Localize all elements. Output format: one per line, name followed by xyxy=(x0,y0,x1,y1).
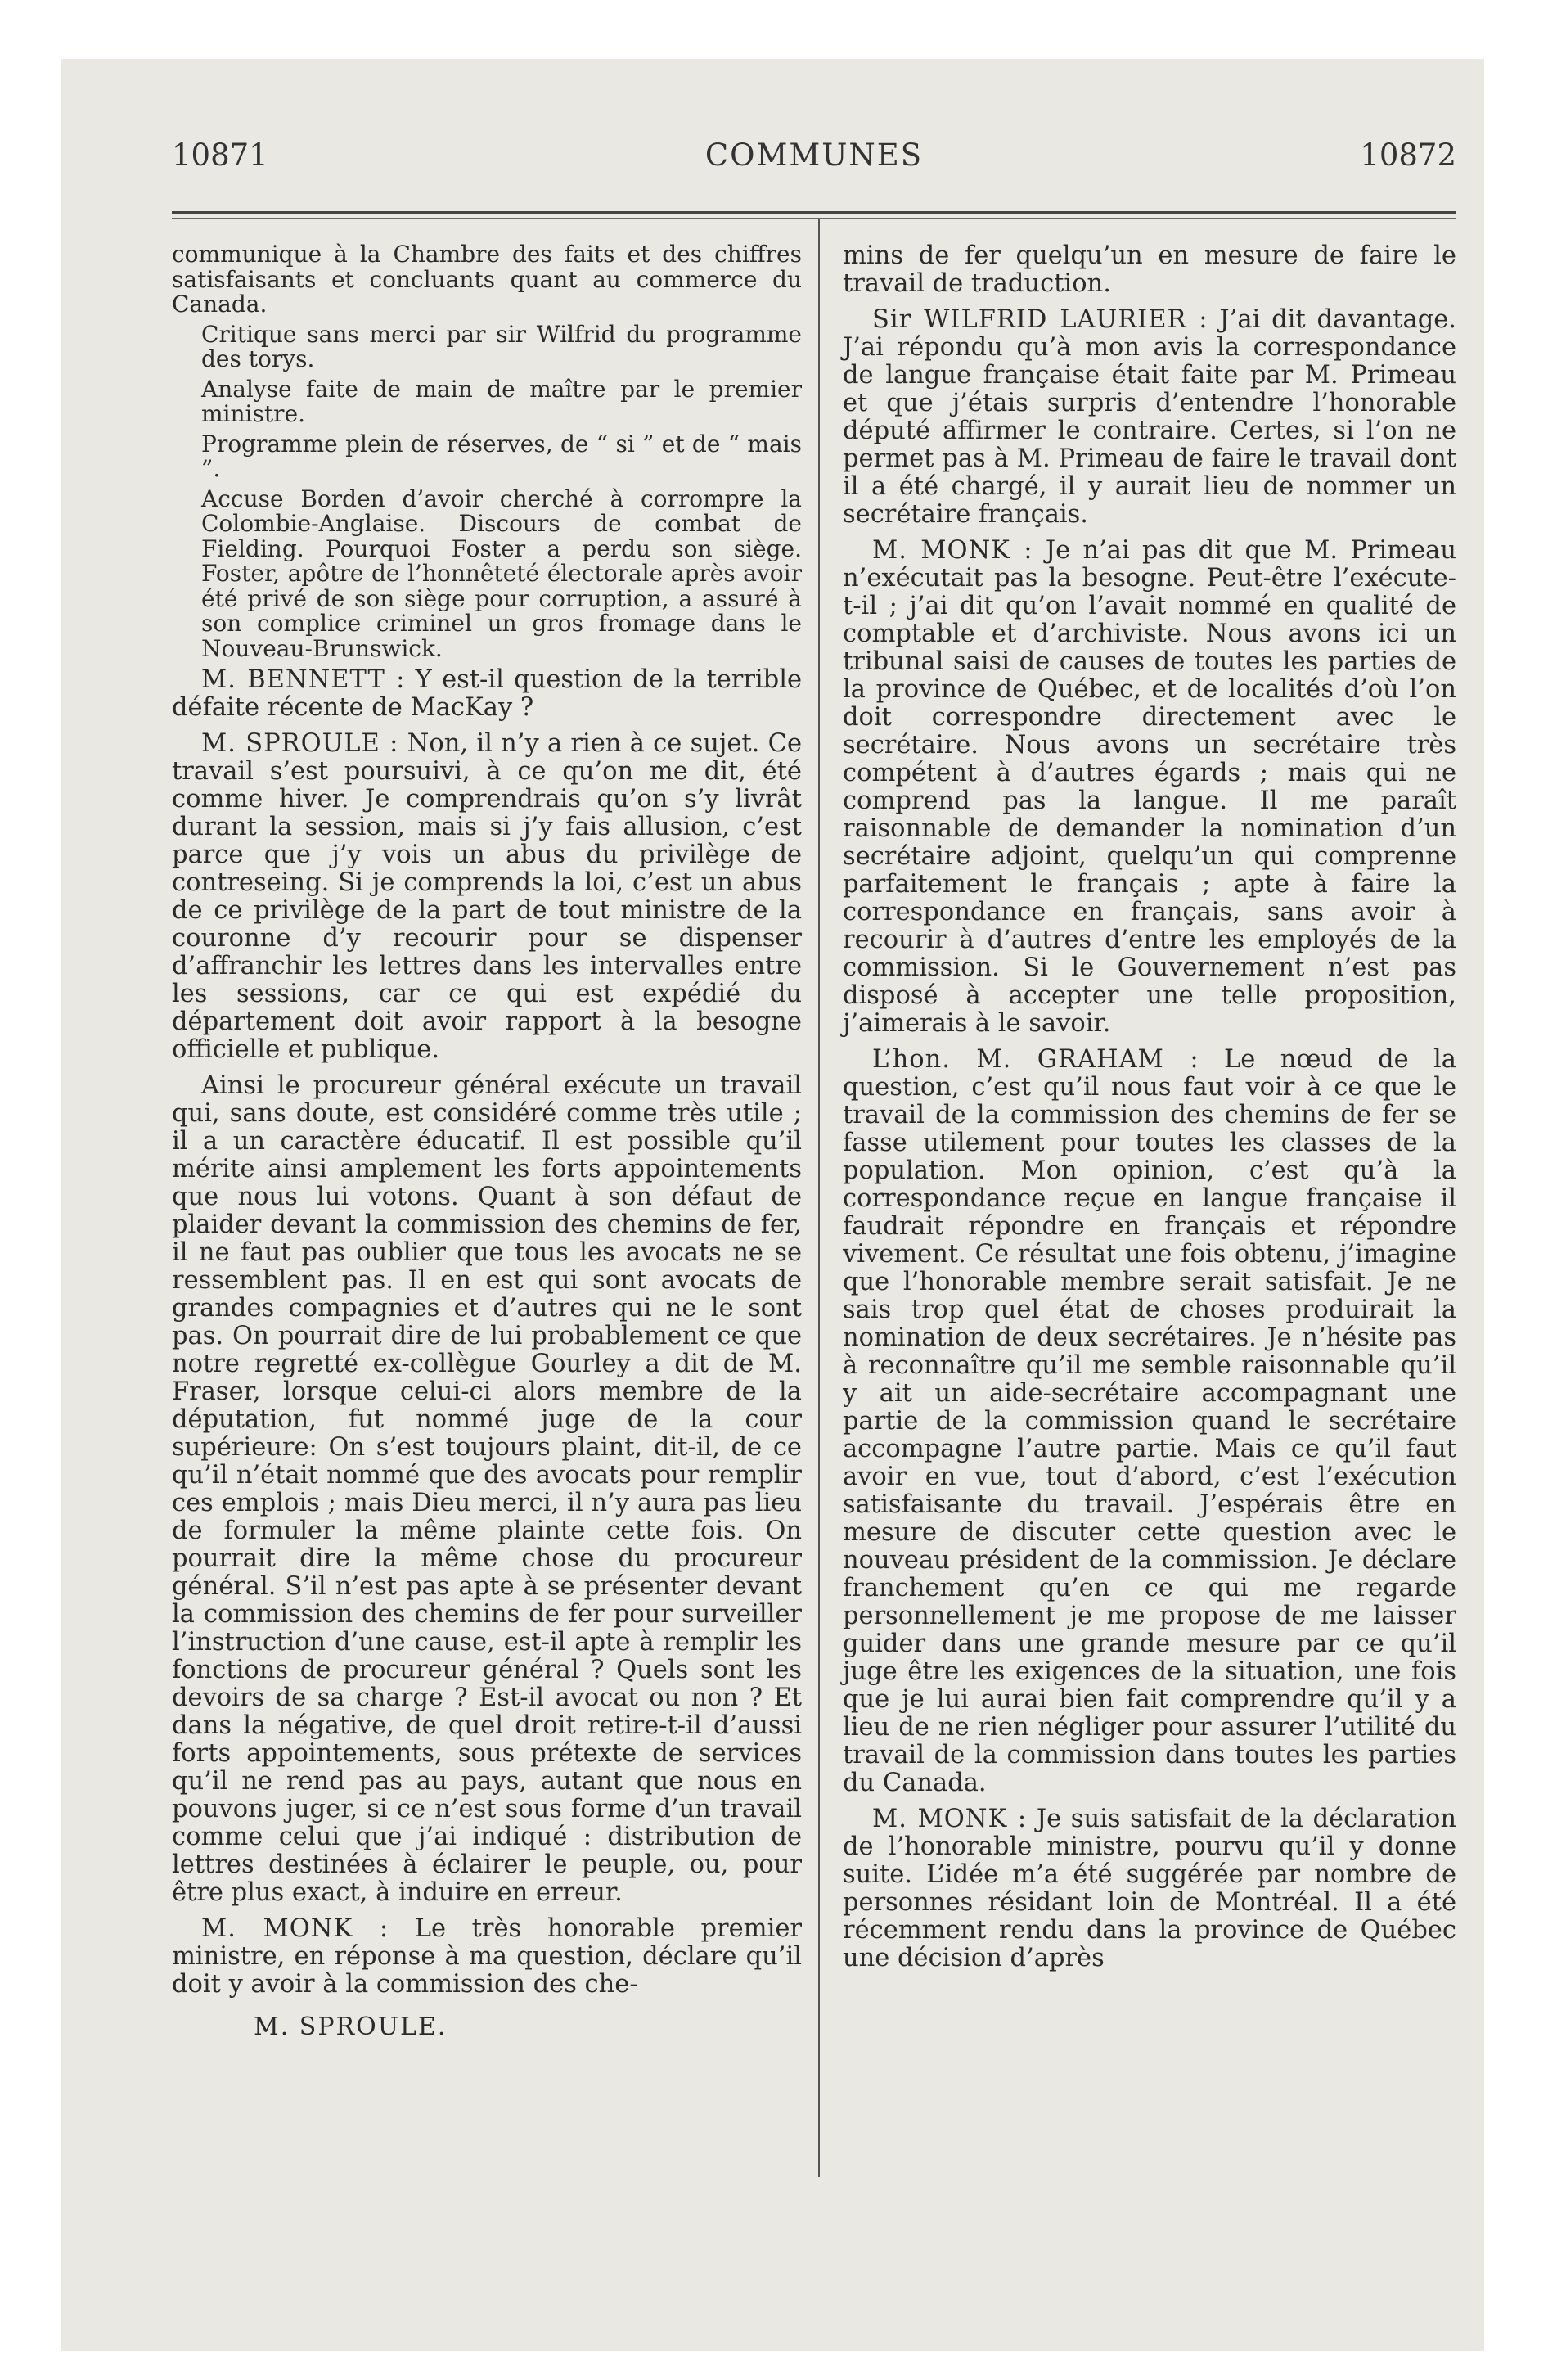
speaker-name: M. SPROULE : xyxy=(201,729,399,758)
speaker-name: Sir WILFRID LAURIER : xyxy=(872,305,1208,334)
paragraph xyxy=(843,242,1456,298)
speaker-name: L’hon. M. GRAHAM : xyxy=(872,1045,1199,1074)
paragraph xyxy=(843,1046,1456,1797)
speaker-name: M. MONK : xyxy=(201,1914,389,1943)
paragraph-text: J’ai dit davantage. J’ai répondu qu’à mon avis la correspondance de langue française était faite par M. Primeau et que j’étais surpris d’entendre l’honorable député affirmer le contraire. Certes, si l’on ne permet pas à M. Primeau de faire le travail dont il a été chargé, il y aurait lieu de nommer un secrétaire français. xyxy=(843,305,1456,529)
speaker-name: M. MONK : xyxy=(872,1805,1028,1833)
paragraph xyxy=(843,306,1456,529)
paragraph-text: Le nœud de la question, c’est qu’il nous faut voir à ce que le travail de la commission des chemins de fer se fasse utilement pour toutes les classes de la population. Mon opinion, c’est qu’à la correspondance reçue en langue française il faudrait répondre en français et répondre vivement. Ce résultat une fois obtenu, j’imagine que l’honorable membre serait satisfait. Je ne sais trop quel état de choses produirait la nomination de deux secrétaires. Je n’hésite pas à reconnaître qu’il me semble raisonnable qu’il y ait un aide-secrétaire accompagnant une partie de la commission quand le secrétaire accompagne l’autre partie. Mais ce qu’il faut avoir en vue, tout d’abord, c’est l’exécution satisfaisante du travail. J’espérais être en mesure de discuter cette question avec le nouveau président de la commission. Je déclare franchement qu’en ce qui me regarde personnellement je me propose de me laisser guider dans une grande mesure par ce qu’il juge être les exigences de la situation, une fois que je lui aurai bien fait comprendre qu’il y a lieu de ne rien négliger pour assurer l’utilité du travail de la commission dans toutes les parties du Canada. xyxy=(843,1045,1456,1797)
running-title: COMMUNES xyxy=(704,137,924,173)
paragraph-text: Je n’ai pas dit que M. Primeau n’exécutait pas la besogne. Peut-être l’exécute-t-il ; j’ai dit qu’on l’avait nommé en qualité de comptable et d’archiviste. Nous avons ici un tribunal saisi de causes de toutes les parties de la province de Québec, et de localités d’où l’on doit correspondre directement avec le secrétaire. Nous avons un secrétaire très compétent à d’autres égards ; mais qui ne comprend pas la langue. Il me paraît raisonnable de demander la nomination d’un secrétaire adjoint, quelqu’un qui comprenne parfaitement le français ; apte à faire la correspondance en français, sans avoir à recourir à d’autres d’entre les employés de la commission. Si le Gouvernement n’est pas disposé à accepter une telle proposition, j’aimerais à le savoir. xyxy=(843,536,1456,1038)
page-number-left: 10871 xyxy=(172,137,268,173)
paragraph-text: mins de fer quelqu’un en mesure de faire le travail de traduction. xyxy=(843,241,1456,298)
page-number-right: 10872 xyxy=(1360,137,1456,173)
paragraph xyxy=(172,730,802,1064)
summary-line: Accuse Borden d’avoir cherché à corrompre la Colombie-Anglaise. Discours de combat de Fielding. Pourquoi Foster a perdu son siège. Foster, apôtre de l’honnêteté électorale après avoir été privé de son siège pour corruption, a assuré à son complice criminel un gros fromage dans le Nouveau-Brunswick. xyxy=(201,485,802,662)
header-rule xyxy=(172,211,1456,214)
paragraph-text: Ainsi le procureur général exécute un travail qui, sans doute, est considéré comme très utile ; il a un caractère éducatif. Il est possible qu’il mérite ainsi amplement les forts appointements que nous lui votons. Quant à son défaut de plaider devant la commission des chemins de fer, il ne faut pas oublier que tous les avocats ne se ressemblent pas. Il en est qui sont avocats de grandes compagnies et d’autres qui ne le sont pas. On pourrait dire de lui probablement ce que notre regretté ex-collègue Gourley a dit de M. Fraser, lorsque celui-ci alors membre de la députation, fut nommé juge de la cour supérieure: On s’est toujours plaint, dit-il, de ce qu’il n’était nommé que des avocats pour remplir ces emplois ; mais Dieu merci, il n’y aura pas lieu de formuler la même plainte cette fois. On pourrait dire la même chose du procureur général. S’il n’est pas apte à se présenter devant la commission des chemins de fer pour surveiller l’instruction d’une cause, est-il apte à remplir les fonctions de procureur général ? Quels sont les devoirs de sa charge ? Est-il avocat ou non ? Et dans la négative, de quel droit retire-t-il d’aussi forts appointements, sous prétexte de services qu’il ne rend pas au pays, autant que nous en pouvons juger, si ce n’est sous forme d’un travail comme celui que j’ai indiqué : distribution de lettres destinées à éclairer le peuple, ou, pour être plus exact, à induire en erreur. xyxy=(172,1071,802,1907)
paragraph-text: Je suis satisfait de la déclaration de l’honorable ministre, pourvu qu’il y donne suite. L’idée m’a été suggérée par nombre de personnes résidant loin de Montréal. Il a été récemment rendu dans la province de Québec une décision d’après xyxy=(843,1805,1456,1972)
paragraph xyxy=(172,666,802,722)
paragraph-text: Y est-il question de la terrible défaite récente de MacKay ? xyxy=(172,665,802,722)
header-rule-thin xyxy=(172,218,1456,219)
left-column xyxy=(172,242,802,2041)
speaker-name: M. MONK : xyxy=(872,536,1033,565)
right-column xyxy=(843,242,1456,1981)
summary-line: communique à la Chambre des faits et des chiffres satisfaisants et concluants quant au commerce du Canada. xyxy=(172,241,802,318)
paragraph-text: Le très honorable premier ministre, en réponse à ma question, déclare qu’il doit y avoir à la commission des che- xyxy=(172,1914,802,1999)
footer-name: M. SPROULE. xyxy=(254,2013,448,2041)
column-divider xyxy=(818,219,820,2177)
paragraph-text: Non, il n’y a rien à ce sujet. Ce travail s’est poursuivi, à ce qu’on me dit, été comme hiver. Je comprendrais qu’on s’y livrât durant la session, mais si j’y fais allusion, c’est parce que j’y vois un abus du privilège de contreseing. Si je comprends la loi, c’est un abus de ce privilège de la part de tout ministre de la couronne d’y recourir pour se dispenser d’affranchir les lettres dans les intervalles entre les sessions, car ce qui est expédié du département doit avoir rapport à la besogne officielle et publique. xyxy=(172,729,803,1064)
paragraph xyxy=(843,1805,1456,1972)
page-header xyxy=(172,137,1456,187)
summary-line: Analyse faite de main de maître par le premier ministre. xyxy=(201,375,802,427)
paragraph xyxy=(172,1072,802,1907)
summary-line: Programme plein de réserves, de “ si ” et de “ mais ”. xyxy=(201,430,802,482)
paragraph xyxy=(843,537,1456,1038)
summary-line: Critique sans merci par sir Wilfrid du programme des torys. xyxy=(201,320,802,372)
speaker-name: M. BENNETT : xyxy=(201,665,406,694)
paragraph xyxy=(172,1915,802,1999)
debate-summary xyxy=(172,242,802,661)
